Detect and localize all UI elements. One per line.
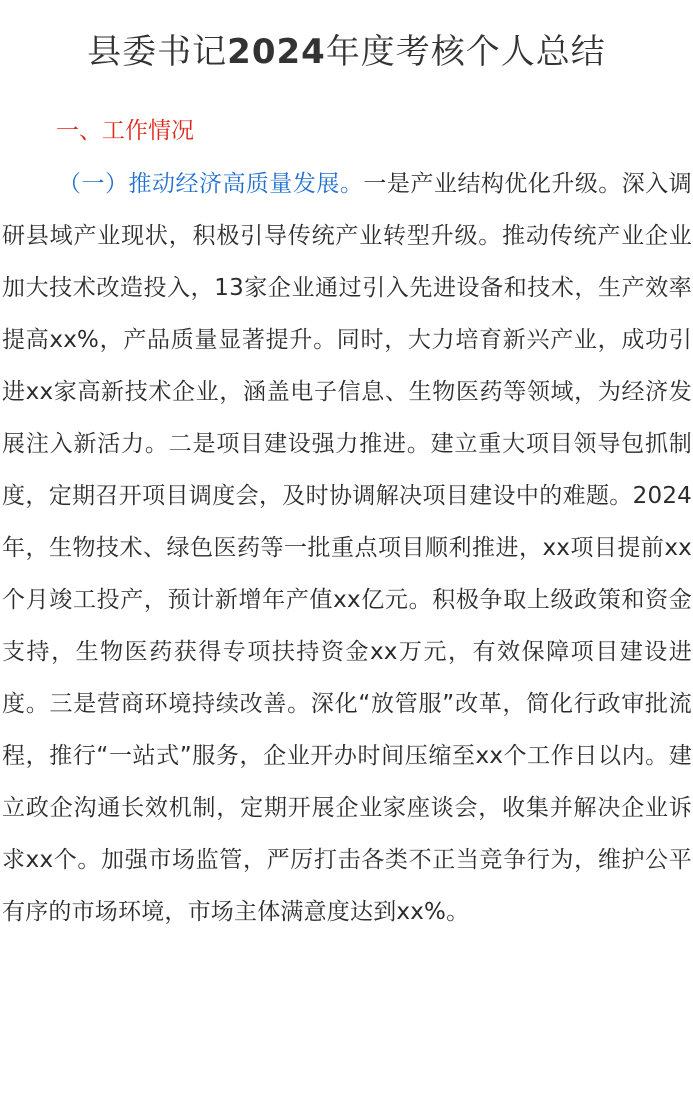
title-prefix: 县委书记 <box>87 32 228 72</box>
document-title <box>0 28 693 76</box>
title-suffix: 年度考核个人总结 <box>325 32 606 72</box>
section-heading: 一、工作情况 <box>56 118 194 144</box>
title-year: 2024 <box>227 32 326 72</box>
body-paragraph <box>2 158 692 938</box>
paragraph-text: 一是产业结构优化升级。深入调研县域产业现状，积极引导传统产业转型升级。推动传统产业企业加大技术改造投入，13家企业通过引入先进设备和技术，生产效率提高xx%，产品质量显著提升。同时，大力培育新兴产业，成功引进xx家高新技术企业，涵盖电子信息、生物医药等领域，为经济发展注入新活力。二是项目建设强力推进。建立重大项目领导包抓制度，定期召开项目调度会，及时协调解决项目建设中的难题。2024年，生物技术、绿色医药等一批重点项目顺利推进，xx项目提前xx个月竣工投产，预计新增年产值xx亿元。积极争取上级政策和资金支持，生物医药获得专项扶持资金xx万元，有效保障项目建设进度。三是营商环境持续改善。深化“放管服”改革，简化行政审批流程，推行“一站式”服务，企业开办时间压缩至xx个工作日以内。建立政企沟通长效机制，定期开展企业家座谈会，收集并解决企业诉求xx个。加强市场监管，严厉打击各类不正当竞争行为，维护公平有序的市场环境，市场主体满意度达到xx%。 <box>2 171 692 925</box>
subsection-heading: （一）推动经济高质量发展。 <box>58 171 364 197</box>
